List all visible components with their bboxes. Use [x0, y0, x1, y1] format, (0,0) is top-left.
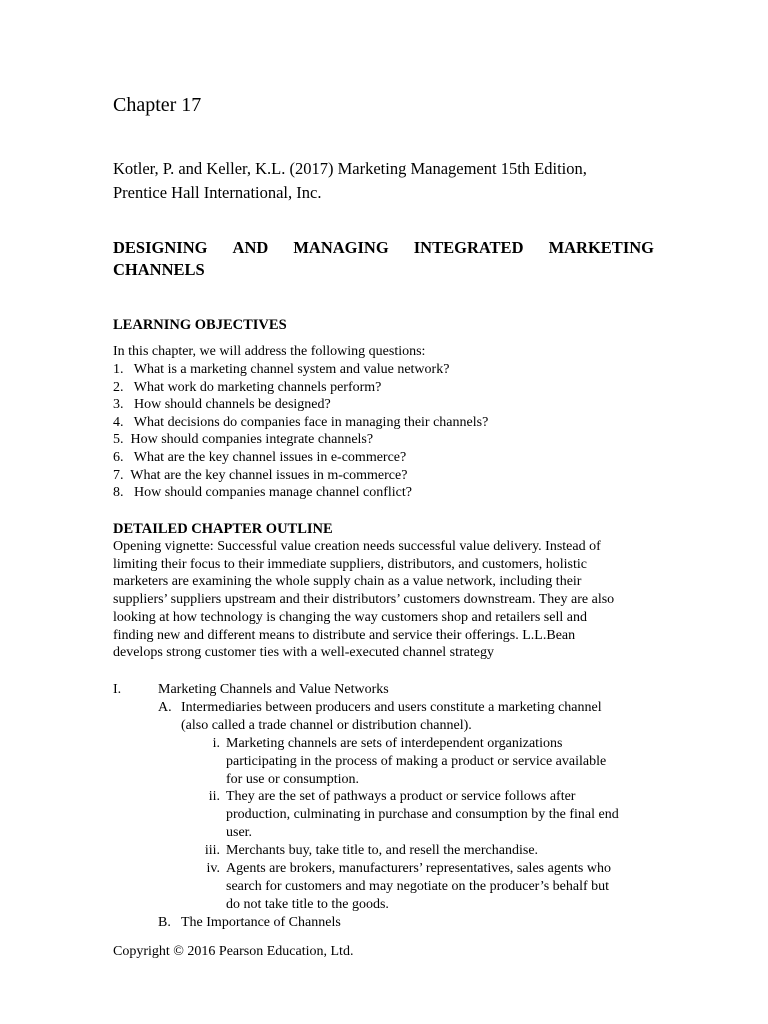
- outline-text-line: do not take title to the goods.: [226, 897, 389, 912]
- chapter-title: [113, 237, 654, 281]
- outline-number: iv.: [206, 861, 220, 876]
- list-item: 4. What decisions do companies face in managing their channels?: [113, 414, 489, 430]
- title-word: INTEGRATED: [413, 238, 524, 257]
- title-word: MANAGING: [293, 238, 389, 257]
- paragraph-line: develops strong customer ties with a well-executed channel strategy: [113, 645, 494, 661]
- list-item: 7. What are the key channel issues in m-commerce?: [113, 467, 408, 483]
- title-word: DESIGNING: [113, 238, 208, 257]
- outline-text-line: (also called a trade channel or distribution channel).: [181, 718, 472, 733]
- outline-number: B.: [158, 915, 171, 930]
- list-item: 8. How should companies manage channel conflict?: [113, 485, 412, 501]
- learning-objectives-list: [113, 361, 488, 502]
- list-item: 1. What is a marketing channel system and value network?: [113, 362, 450, 377]
- list-item: 3. How should channels be designed?: [113, 397, 331, 413]
- chapter-title-line: CHANNELS: [113, 260, 205, 279]
- paragraph-line: marketers are examining the whole supply chain as a value network, including their: [113, 574, 582, 590]
- learning-objectives-heading: LEARNING OBJECTIVES: [113, 317, 287, 333]
- list-item: 2. What work do marketing channels perform?: [113, 379, 382, 395]
- opening-vignette: [113, 538, 614, 662]
- outline-text-line: Intermediaries between producers and users constitute a marketing channel: [181, 700, 602, 715]
- outline-title: Marketing Channels and Value Networks: [158, 682, 389, 697]
- list-item: 5. How should companies integrate channels?: [113, 432, 374, 448]
- outline-number: A.: [158, 700, 172, 715]
- paragraph-line: limiting their focus to their immediate suppliers, distributors, and customers, holistic: [113, 556, 587, 572]
- paragraph-line: suppliers’ suppliers upstream and their distributors’ customers downstream. They are also: [113, 592, 615, 608]
- paragraph-line: finding new and different means to distribute and service their offerings. L.L.Bean: [113, 627, 576, 643]
- outline-number: iii.: [204, 843, 220, 858]
- citation-line: Kotler, P. and Keller, K.L. (2017) Marketing Management 15th Edition,: [113, 159, 587, 178]
- paragraph-line: Opening vignette: Successful value creation needs successful value delivery. Instead of: [113, 539, 601, 554]
- outline-text-line: Agents are brokers, manufacturers’ representatives, sales agents who: [226, 861, 611, 876]
- outline-title: The Importance of Channels: [181, 915, 341, 930]
- outline-text-line: production, culminating in purchase and consumption by the final end: [226, 807, 619, 822]
- chapter-heading: Chapter 17: [113, 94, 202, 116]
- paragraph-line: looking at how technology is changing the way customers shop and retailers sell and: [113, 609, 587, 625]
- outline-text-line: Merchants buy, take title to, and resell the merchandise.: [226, 843, 539, 858]
- outline-number: I.: [113, 682, 122, 697]
- citation-line: Prentice Hall International, Inc.: [113, 183, 322, 202]
- outline-text-line: search for customers and may negotiate on the producer’s behalf but: [226, 879, 610, 894]
- outline-number: i.: [212, 736, 220, 751]
- citation: [113, 157, 587, 205]
- chapter-title-line: [113, 237, 654, 259]
- outline-text-line: Marketing channels are sets of interdependent organizations: [226, 736, 563, 751]
- outline-text-line: participating in the process of making a product or service available: [226, 754, 607, 769]
- outline-text-line: user.: [226, 825, 253, 840]
- outline-text-line: They are the set of pathways a product or service follows after: [226, 789, 576, 804]
- copyright-footer: Copyright © 2016 Pearson Education, Ltd.: [113, 944, 354, 959]
- outline-number: ii.: [208, 789, 220, 804]
- outline-heading: DETAILED CHAPTER OUTLINE: [113, 521, 333, 537]
- learning-objectives-intro: In this chapter, we will address the following questions:: [113, 344, 426, 359]
- title-word: MARKETING: [548, 238, 654, 257]
- title-word: AND: [232, 238, 269, 257]
- list-item: 6. What are the key channel issues in e-commerce?: [113, 449, 407, 465]
- outline-text-line: for use or consumption.: [226, 772, 359, 787]
